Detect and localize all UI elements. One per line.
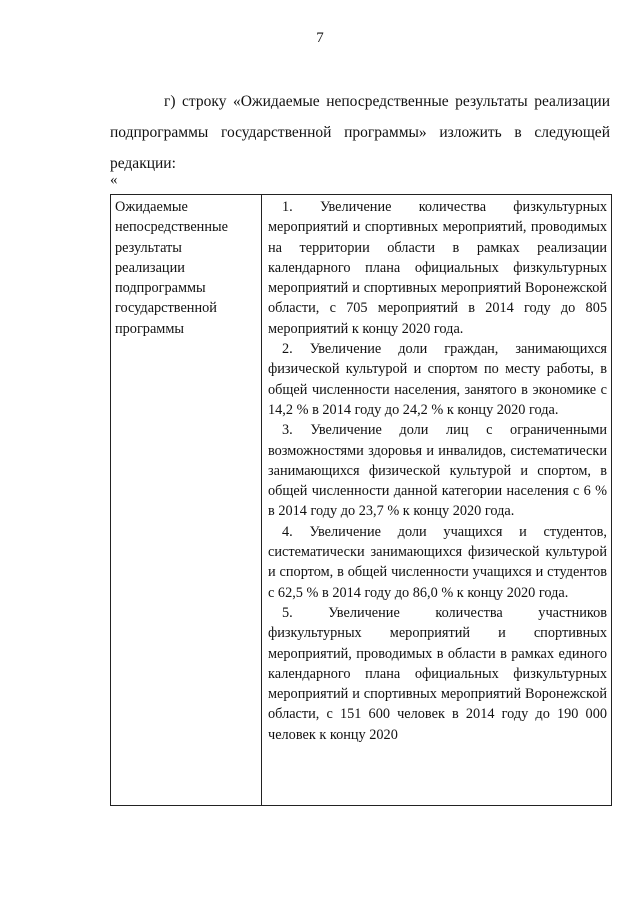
row-header-line: результаты — [115, 239, 182, 256]
row-header-cell — [111, 195, 262, 806]
results-table — [110, 194, 612, 806]
row-header-line: непосредственные — [115, 219, 228, 236]
result-item: 2. Увеличение доли граждан, занимающихся физической культурой и спортом по месту работы, в общей численности населения, занятого в экономике с 14,2 % в 2014 году до 24,2 % к концу 2020 года. — [268, 341, 607, 418]
opening-quote: « — [110, 172, 118, 188]
row-header-line: подпрограммы — [115, 280, 206, 297]
result-item: 1. Увеличение количества физкультурных мероприятий и спортивных мероприятий, проводимых на территории области в рамках реализации календарного плана официальных физкультурных мероприятий и спортивных мероприятий Воронежской области, с 705 мероприятий в 2014 году до 805 мероприятий к концу 2020 года. — [268, 199, 607, 337]
row-header-line: государственной — [115, 300, 217, 317]
row-header-line: реализации — [115, 259, 185, 276]
table-row — [111, 195, 612, 806]
row-header-line: программы — [115, 320, 185, 337]
result-item: 3. Увеличение доли лиц с ограниченными возможностями здоровья и инвалидов, систематически занимающихся физической культурой и спортом, в общей численности данной категории населения с 6 % в 2014 году до 23,7 % к концу 2020 года. — [268, 422, 607, 520]
result-item: 5. Увеличение количества участников физкультурных мероприятий и спортивных мероприятий, проводимых в области в рамках единого календарного плана официальных физкультурных мероприятий и спортивных мероприятий Воронежской области, с 151 600 человек в 2014 году до 190 000 человек к концу 2020 — [268, 604, 607, 743]
result-item: 4. Увеличение доли учащихся и студентов, систематически занимающихся физической культурой и спортом, в общей численности учащихся и студентов с 62,5 % в 2014 году до 86,0 % к концу 2020 года. — [268, 523, 607, 601]
intro-text: г) строку «Ожидаемые непосредственные результаты реализации подпрограммы государственной программы» изложить в следующей редакции: — [110, 93, 610, 172]
results-cell — [262, 195, 612, 806]
page-number: 7 — [316, 30, 324, 46]
intro-paragraph — [110, 86, 610, 179]
row-header-line: Ожидаемые — [115, 199, 188, 215]
